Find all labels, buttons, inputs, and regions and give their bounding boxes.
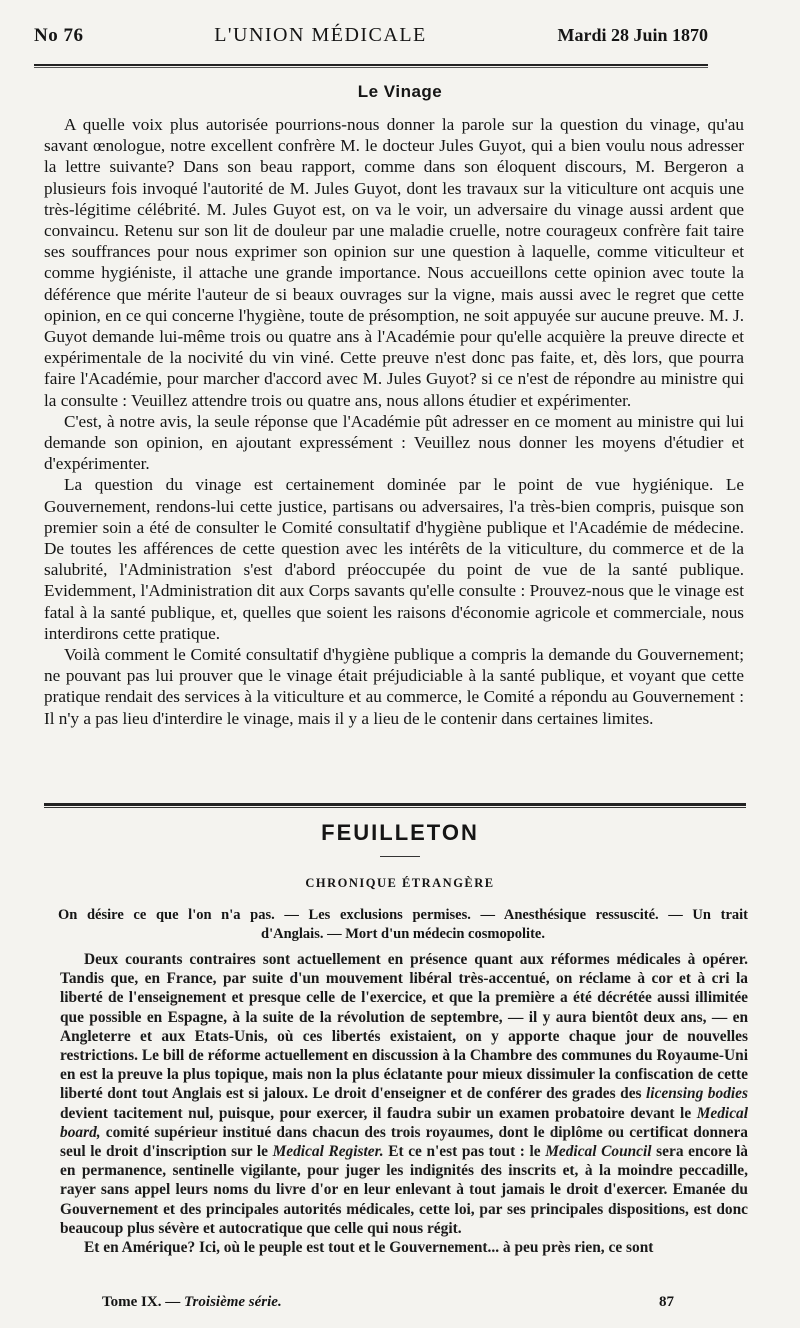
article-paragraph: A quelle voix plus autorisée pourrions-nous donner la parole sur la question du vinage, qu'au savant œnologue, notre excellent confrère M. le docteur Jules Guyot, qui a bien voulu nous adresser la lettre suivante? Dans son beau rapport, comme dans son éloquent discours, M. Bergeron a plusieurs fois invoqué l'autorité de M. Jules Guyot, dont les travaux sur la viticulture ont acquis une très-légitime célébrité. M. Jules Guyot est, on va le voir, un adversaire du vinage aussi ardent que convaincu. Retenu sur son lit de douleur par une maladie cruelle, notre courageux confrère fait taire ses souffrances pour nous exprimer son opinion sur une question à laquelle, comme viticulteur et comme hygiéniste, il attache une grande importance. Nous accueillons cette opinion avec toute la déférence que mérite l'auteur de si beaux ouvrages sur la vigne, mais aussi avec le regret que cette opinion, en ce qui concerne l'hygiène, toute de présomption, ne soit appuyée sur aucune preuve. M. J. Guyot demande lui-même trois ou quatre ans à l'Académie pour qu'elle acquière la preuve directe et expérimentale de la nocivité du vin viné. Cette preuve n'est donc pas faite, et, dès lors, que pourra faire l'Académie, pour marcher d'accord avec M. Jules Guyot? si ce n'est de répondre au ministre qui la consulte : Veuillez attendre trois ou quatre ans, nous allons étudier et expérimenter. xyxy=(44,115,744,410)
text-run: Et ce n'est pas tout : le xyxy=(383,1143,546,1161)
volume-info xyxy=(102,1294,282,1311)
short-rule xyxy=(380,856,420,857)
article-body xyxy=(44,114,744,729)
text-run: comité supérieur institué dans chacun des trois royaumes, dont le diplôme ou certificat donnera seul le droit d'inscription sur le xyxy=(60,1123,748,1161)
feuilleton-paragraph xyxy=(60,950,748,1238)
text-run: sera encore là en permanence, sentinelle vigilante, pour juger les indignités des inscrits et, à la moindre peccadille, rayer sans appel leurs noms du livre d'or en leur enlevant à tout jamais le droit d'exercer. Emanée du Gouvernement et des principales autorités médicales, cette loi, par ses principales dispositions, est donc beaucoup plus sévère et autocratique que celle qui nous régit. xyxy=(60,1143,748,1237)
feuilleton-paragraph: Et en Amérique? Ici, où le peuple est tout et le Gouvernement... à peu près rien, ce sont xyxy=(84,1239,654,1257)
article-paragraph: C'est, à notre avis, la seule réponse que l'Académie pût adresser en ce moment au ministre qui lui demande son opinion, en ajoutant expressément : Veuillez nous donner les moyens d'étudier et d'expérimenter. xyxy=(44,411,744,474)
issue-number: No 76 xyxy=(34,25,84,46)
italic-term: Medical Register. xyxy=(272,1143,384,1161)
article-paragraph: Voilà comment le Comité consultatif d'hygiène publique a compris la demande du Gouvernement; ne pouvant pas lui prouver que le vinage était préjudiciable à la santé publique, et voyant que cette pratique rendait des services à la viticulture et au commerce, le Comité a répondu au Gouvernement : Il n'y a pas lieu d'interdire le vinage, mais il y a lieu de le contenir dans certaines limites. xyxy=(44,645,744,728)
section-heading: CHRONIQUE ÉTRANGÈRE xyxy=(305,876,495,890)
section-divider xyxy=(44,803,746,808)
page-number: 87 xyxy=(659,1294,674,1310)
tome-label: Tome IX. — xyxy=(102,1294,184,1310)
italic-term: Medical Council xyxy=(545,1143,652,1161)
running-head xyxy=(34,24,708,60)
page-footer xyxy=(102,1294,674,1311)
summary-line: On désire ce que l'on n'a pas. — Les exclusions permises. — Anesthésique ressuscité. — Un trait xyxy=(58,907,748,923)
italic-term: Medical board, xyxy=(60,1104,748,1141)
italic-term: licensing bodies xyxy=(646,1085,748,1103)
article-title: Le Vinage xyxy=(357,82,443,101)
issue-date: Mardi 28 Juin 1870 xyxy=(557,25,708,45)
journal-title: L'UNION MÉDICALE xyxy=(214,24,427,46)
article-paragraph: La question du vinage est certainement dominée par le point de vue hygiénique. Le Gouvernement, rendons-lui cette justice, partisans ou adversaires, l'a très-bien compris, puisque son premier soin a été de consulter le Comité consultatif d'hygiène publique et l'Académie de médecine. De toutes les afférences de cette question avec les intérêts de la viticulture, du commerce et de la salubrité, l'Administration s'est d'abord préoccupée du point de vue de la santé publique. Evidemment, l'Administration dit aux Corps savants qu'elle consulte : Prouvez-nous que le vinage est fatal à la santé publique, et, quelles que soient les raisons d'économie agricole et commerciale, nous interdirons cette pratique. xyxy=(44,475,744,643)
header-rule xyxy=(34,64,708,68)
text-run: Deux courants contraires sont actuellement en présence quant aux réformes médicales à opérer. Tandis que, en France, par suite d'un mouvement libéral très-accentué, on réclame à cor et à cri la liberté de l'enseignement et presque celle de l'exercice, et que la première a été décrétée aussi illimitée que possible en Espagne, à la suite de la révolution de septembre, — il y aura bientôt deux ans, — en Angleterre et aux Etats-Unis, où ces libertés existaient, on y apporte chaque jour de nouvelles restrictions. Le bill de réforme actuellement en discussion à la Chambre des communes du Royaume-Uni en est la preuve la plus topique, mais non la plus éclatante pour mieux dissimuler la confiscation de cette liberté dont tout Anglais est si jaloux. Le droit d'enseigner et de conférer des grades des xyxy=(60,951,748,1103)
summary-line: d'Anglais. — Mort d'un médecin cosmopolite. xyxy=(261,926,545,942)
feuilleton-summary xyxy=(58,906,748,944)
feuilleton-title: FEUILLETON xyxy=(321,820,479,845)
feuilleton-body xyxy=(60,950,748,1257)
text-run: devient tacitement nul, puisque, pour exercer, il faudra subir un examen probatoire devant le xyxy=(60,1104,697,1122)
series-label: Troisième série. xyxy=(183,1294,282,1310)
